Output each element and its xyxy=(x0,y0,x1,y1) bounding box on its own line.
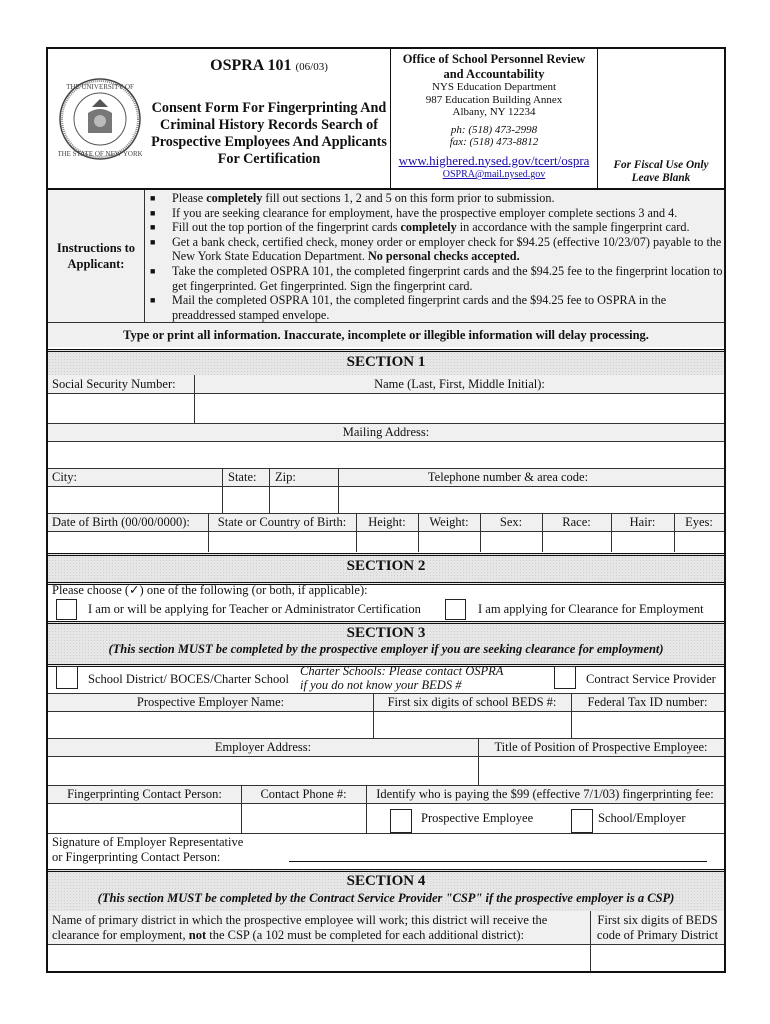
height-input[interactable] xyxy=(357,532,417,552)
instruction-item: ■ Please completely fill out sections 1, 2 and 5 on this form prior to submission. xyxy=(150,191,555,205)
payer-prospective-employee-checkbox[interactable] xyxy=(390,809,412,833)
instructions-block xyxy=(48,190,724,322)
signature-label-2: or Fingerprinting Contact Person: xyxy=(52,850,221,864)
federal-tax-id-input[interactable] xyxy=(572,712,724,738)
svg-text:THE STATE OF NEW YORK: THE STATE OF NEW YORK xyxy=(58,150,142,158)
form-title xyxy=(144,100,394,168)
title-line: Consent Form For Fingerprinting And xyxy=(151,100,387,116)
section-2-header xyxy=(48,553,724,585)
race-input[interactable] xyxy=(543,532,610,552)
birthplace-label: State or Country of Birth: xyxy=(217,515,347,529)
signature-label xyxy=(52,835,243,865)
charter-note xyxy=(300,664,503,692)
weight-label: Weight: xyxy=(429,515,469,529)
telephone-label: Telephone number & area code: xyxy=(427,470,589,484)
sex-label: Sex: xyxy=(499,515,523,529)
section-3-title: SECTION 3 xyxy=(346,625,426,641)
birthplace-input[interactable] xyxy=(209,532,355,552)
school-beds-label: First six digits of school BEDS #: xyxy=(387,695,557,709)
signature-line[interactable] xyxy=(289,861,707,862)
height-label: Height: xyxy=(368,515,406,529)
teacher-certification-label: I am or will be applying for Teacher or Administrator Certification xyxy=(88,602,421,616)
telephone-input[interactable] xyxy=(339,487,724,513)
beds-label-2: code of Primary District xyxy=(596,928,719,942)
mailing-address-label: Mailing Address: xyxy=(342,425,430,439)
section-3-header xyxy=(48,621,724,667)
office-address-1: 987 Education Building Annex xyxy=(425,93,563,106)
employer-name-label: Prospective Employer Name: xyxy=(136,695,285,709)
charter-note-2: if you do not know your BEDS # xyxy=(300,678,462,692)
instructions-label-2: Applicant: xyxy=(67,257,125,271)
fiscal-line-2: Leave Blank xyxy=(631,172,691,184)
processing-notice: Type or print all information. Inaccurate, incomplete or illegible information will delay processing. xyxy=(48,323,724,347)
office-name: Office of School Personnel Review xyxy=(402,52,586,66)
name-label: Name (Last, First, Middle Initial): xyxy=(374,377,545,391)
fiscal-use-note xyxy=(598,159,724,185)
contact-person-input[interactable] xyxy=(48,804,240,831)
ospra-101-form xyxy=(46,47,726,973)
instructions-label xyxy=(48,240,144,272)
section-4-subtitle: (This section MUST be completed by the Contract Service Provider "CSP" if the prospective employer is a CSP) xyxy=(97,891,675,905)
section-2-title: SECTION 2 xyxy=(346,558,426,574)
nys-seal-icon xyxy=(58,77,142,161)
sex-input[interactable] xyxy=(481,532,541,552)
email-link[interactable]: OSPRA@mail.nysed.gov xyxy=(442,169,546,180)
instructions-label-1: Instructions to xyxy=(56,241,136,255)
beds-label-1: First six digits of BEDS xyxy=(597,913,718,927)
ssn-label: Social Security Number: xyxy=(52,377,176,391)
instruction-item: ■ Fill out the top portion of the fingerprint cards completely in accordance with the sample fingerprint card. xyxy=(150,220,690,235)
school-district-checkbox[interactable] xyxy=(56,666,78,689)
name-input[interactable] xyxy=(195,394,724,423)
office-fax: fax: (518) 473-8812 xyxy=(449,136,539,148)
title-line: Criminal History Records Search of xyxy=(159,117,379,133)
employer-address-input[interactable] xyxy=(48,757,477,785)
zip-label: Zip: xyxy=(275,470,296,484)
primary-district-beds-label xyxy=(591,913,724,943)
school-district-label: School District/ BOCES/Charter School xyxy=(88,672,290,686)
eyes-label: Eyes: xyxy=(685,515,713,529)
employment-clearance-label: I am applying for Clearance for Employment xyxy=(478,602,704,616)
instructions-list xyxy=(150,191,724,322)
instruction-item: ■ If you are seeking clearance for employment, have the prospective employer complete sections 3 and 4. xyxy=(150,205,678,220)
employer-address-label: Employer Address: xyxy=(214,740,312,754)
svg-text:THE UNIVERSITY OF: THE UNIVERSITY OF xyxy=(66,83,134,91)
signature-label-1: Signature of Employer Representative xyxy=(52,835,244,849)
primary-district-input[interactable] xyxy=(48,945,589,971)
office-contact-block xyxy=(391,52,597,182)
office-dept: NYS Education Department xyxy=(431,81,557,93)
section-4-title: SECTION 4 xyxy=(346,873,426,889)
charter-note-1: Charter Schools: Please contact OSPRA xyxy=(300,664,504,678)
form-id: OSPRA 101 xyxy=(210,57,292,74)
contract-service-provider-checkbox[interactable] xyxy=(554,666,576,689)
section-4-header xyxy=(48,869,724,917)
school-beds-input[interactable] xyxy=(374,712,570,738)
primary-district-label: Name of primary district in which the prospective employee will work; this district will receive the clearance for employment, not the CSP (a 102 must be completed for each additional district): xyxy=(52,913,548,942)
primary-district-beds-input[interactable] xyxy=(591,945,724,971)
contact-person-label: Fingerprinting Contact Person: xyxy=(67,787,222,801)
title-line: Prospective Employees And Applicants xyxy=(151,134,387,150)
payer-label: Identify who is paying the $99 (effective 7/1/03) fingerprinting fee: xyxy=(376,787,714,801)
title-line: For Certification xyxy=(217,151,321,167)
zip-input[interactable] xyxy=(270,487,337,513)
office-name-2: and Accountability xyxy=(443,66,545,81)
state-input[interactable] xyxy=(223,487,268,513)
employer-name-input[interactable] xyxy=(48,712,372,738)
position-title-input[interactable] xyxy=(479,757,724,785)
state-label: State: xyxy=(228,470,257,484)
city-label: City: xyxy=(52,470,78,484)
section-1-title: SECTION 1 xyxy=(346,354,426,370)
contact-phone-input[interactable] xyxy=(242,804,365,831)
mailing-address-input[interactable] xyxy=(48,442,724,468)
office-address-2: Albany, NY 12234 xyxy=(452,106,536,118)
instruction-item: ■ Get a bank check, certified check, money order or employer check for $94.25 (effective 10/23/07) payable to the New York State Education Department. No personal checks accepted. xyxy=(150,234,722,264)
payer-school-employer-checkbox[interactable] xyxy=(571,809,593,833)
website-link[interactable]: www.highered.nysed.gov/tcert/ospra xyxy=(398,152,590,168)
hair-input[interactable] xyxy=(612,532,673,552)
form-date: (06/03) xyxy=(295,61,328,73)
ssn-input[interactable] xyxy=(48,394,194,423)
race-label: Race: xyxy=(562,515,591,529)
form-header xyxy=(48,49,724,188)
dob-label: Date of Birth (00/00/0000): xyxy=(52,515,190,529)
office-phone: ph: (518) 473-2998 xyxy=(450,123,538,136)
weight-input[interactable] xyxy=(419,532,479,552)
federal-tax-id-label: Federal Tax ID number: xyxy=(587,695,708,709)
instruction-item: ■ Mail the completed OSPRA 101, the completed fingerprint cards and the $94.25 fee to OSPRA in the preaddressed stamped envelope. xyxy=(150,293,667,322)
fiscal-line-1: For Fiscal Use Only xyxy=(613,159,709,171)
teacher-certification-checkbox[interactable] xyxy=(56,599,77,620)
employment-clearance-checkbox[interactable] xyxy=(445,599,466,620)
position-title-label: Title of Position of Prospective Employee: xyxy=(494,740,708,754)
instruction-item: ■ Take the completed OSPRA 101, the completed fingerprint cards and the $94.25 fee to the fingerprint location to get fingerprinted. Get fingerprinted. Sign the fingerprint card. xyxy=(150,263,723,293)
section-3-subtitle: (This section MUST be completed by the prospective employer if you are seeking clearance for employment) xyxy=(108,642,664,656)
hair-label: Hair: xyxy=(629,515,656,529)
form-id-heading xyxy=(148,57,390,75)
contact-phone-label: Contact Phone #: xyxy=(260,787,347,801)
city-input[interactable] xyxy=(48,487,222,513)
eyes-input[interactable] xyxy=(675,532,724,552)
payer-prospective-employee-label: Prospective Employee xyxy=(421,811,534,825)
section-2-prompt: Please choose (✓) one of the following (or both, if applicable): xyxy=(52,583,368,597)
dob-input[interactable] xyxy=(48,532,207,552)
contract-service-provider-label: Contract Service Provider xyxy=(586,672,716,686)
payer-school-employer-label: School/Employer xyxy=(598,811,686,825)
